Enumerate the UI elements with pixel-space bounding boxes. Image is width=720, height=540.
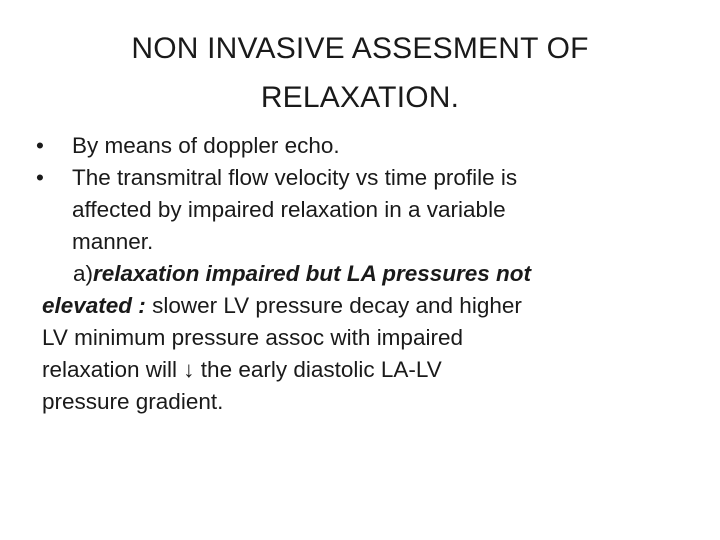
bullet-1-line-1: By means of doppler echo. bbox=[72, 133, 340, 158]
bullet-item-1 bbox=[0, 130, 672, 162]
bullet-item-2 bbox=[0, 162, 672, 258]
sub-point-line-1 bbox=[42, 258, 682, 290]
sub-point-line-3: LV minimum pressure assoc with impaired bbox=[42, 325, 463, 350]
sub-point-line-4: relaxation will ↓ the early diastolic LA-LV bbox=[42, 357, 442, 382]
title-line-2: RELAXATION. bbox=[260, 81, 460, 114]
sub-point-emphasis-1: relaxation impaired but LA pressures not bbox=[93, 261, 532, 286]
bullet-2-line-1: The transmitral flow velocity vs time profile is bbox=[72, 165, 518, 190]
slide-title bbox=[60, 24, 660, 122]
sub-point-prefix: a) bbox=[73, 261, 94, 286]
sub-point-text-2: slower LV pressure decay and higher bbox=[145, 293, 522, 318]
sub-point-line-5: pressure gradient. bbox=[42, 389, 224, 414]
bullet-marker: • bbox=[36, 165, 44, 190]
sub-point-line-2 bbox=[42, 290, 682, 322]
slide-body bbox=[0, 130, 720, 418]
bullet-2-line-3: manner. bbox=[72, 229, 154, 254]
bullet-2-line-2: affected by impaired relaxation in a variable bbox=[72, 197, 506, 222]
sub-point-a bbox=[0, 258, 682, 418]
bullet-marker: • bbox=[36, 133, 44, 158]
sub-point-emphasis-2: elevated : bbox=[42, 293, 146, 318]
title-line-1: NON INVASIVE ASSESMENT OF bbox=[131, 32, 589, 65]
